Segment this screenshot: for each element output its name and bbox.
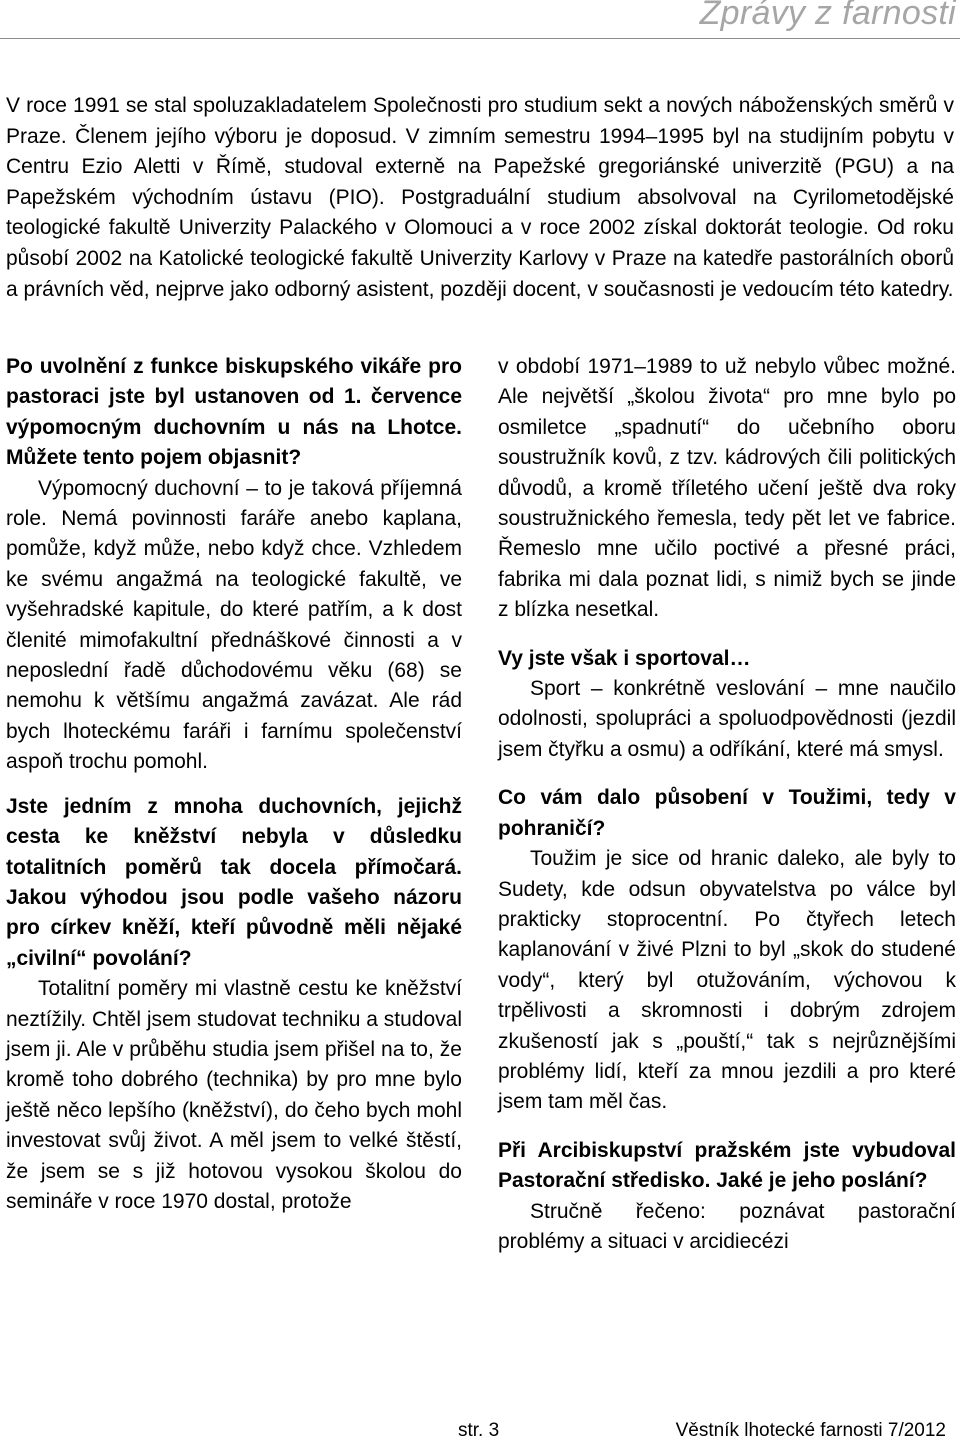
answer-5: Stručně řečeno: poznávat pastorační problémy a situaci v arcidiecézi bbox=[498, 1199, 956, 1253]
answer-1: Výpomocný duchovní – to je taková příjemná role. Nemá povinnosti faráře anebo kaplana, pomůže, když může, nebo když chce. Vzhledem ke svému angažmá na teologické fakultě, ve vyšehradské kapitule, do které patřím, a k dost členité mimofakultní přednáškové činnosti a v neposlední řadě důchodovému věku (68) se nemohu k většímu angažmá zavázat. Ale rád bych lhoteckému faráři i farnímu společenství aspoň trochu pomohl. bbox=[6, 476, 462, 774]
right-column bbox=[498, 352, 956, 1257]
question-1: Po uvolnění z funkce biskupského vikáře pro pastoraci jste byl ustanoven od 1. července výpomocným duchovním u nás na Lhotce. Můžete tento pojem objasnit? bbox=[6, 355, 462, 470]
page-number: str. 3 bbox=[458, 1420, 500, 1441]
section-title: Zprávy z farnosti bbox=[699, 0, 956, 32]
answer-3: Sport – konkrétně veslování – mne naučilo odolnosti, spolupráci a spoluodpovědnosti (jezdil jsem čtyřku a osmu) a odříkání, které má smysl. bbox=[498, 677, 956, 761]
answer-2-continued: v období 1971–1989 to už nebylo vůbec možné. Ale největší „školou života“ pro mne bylo po osmiletce „spadnutí“ do učebního oboru soustružník kovů, z tzv. kádrových čili politických důvodů, a kromě tříletého učení ještě dva roky soustružnického řemesla, tedy pět let ve fabrice. Řemeslo mne učilo poctivé a přesné práci, fabrika mi dala poznat lidi, s nimiž bych se jinde z blízka nesetkal. bbox=[498, 355, 956, 622]
question-4: Co vám dalo působení v Toužimi, tedy v pohraničí? bbox=[498, 786, 956, 840]
question-5: Při Arcibiskupství pražském jste vybudoval Pastorační středisko. Jaké je jeho poslání? bbox=[498, 1138, 956, 1193]
intro-paragraph: V roce 1991 se stal spoluzakladatelem Společnosti pro studium sekt a nových náboženských směrů v Praze. Členem jejího výboru je doposud. V zimním semestru 1994–1995 byl na studijním pobytu v Centru Ezio Aletti v Římě, studoval externě na Papežské gregoriánské univerzitě (PGU) a na Papežském východním ústavu (PIO). Postgraduální studium absolvoval na Cyrilometodějské teologické fakultě Univerzity Palackého v Olomouci a v roce 2002 získal doktorát teologie. Od roku působí 2002 na Katolické teologické fakultě Univerzity Karlovy v Praze na katedře pastorálních oborů a právních věd, nejprve jako odborný asistent, později docent, v současnosti je vedoucím této katedry. bbox=[6, 94, 954, 301]
question-3: Vy jste však i sportoval… bbox=[498, 646, 751, 670]
answer-2: Totalitní poměry mi vlastně cestu ke kněžství neztížily. Chtěl jsem studovat techniku a studoval jsem ji. Ale v průběhu studia jsem přišel na to, že kromě toho dobrého (technika) by pro mne bylo ještě něco lepšího (kněžství), do čeho bych mohl investovat svůj život. A měl jsem to velké štěstí, že jsem se s již hotovou vysokou školou do semináře v roce 1970 dostal, protože bbox=[6, 977, 463, 1213]
answer-4: Toužim je sice od hranic daleko, ale byly to Sudety, kde odsun obyvatelstva po válce byl prakticky stoprocentní. Po čtyřech letech kaplanování v živé Plzni to byl „skok do studené vody“, který byl otužováním, výchovou k trpělivosti a skromnosti i dobrým zdrojem zkušeností jak s „pouští,“ tak s nejrůznějšími problémy lidí, kteří za mnou jezdili a pro které jsem tam měl čas. bbox=[498, 847, 956, 1114]
left-column bbox=[6, 352, 462, 1217]
header-rule bbox=[0, 38, 960, 39]
publication-name: Věstník lhotecké farnosti 7/2012 bbox=[675, 1420, 946, 1441]
question-2: Jste jedním z mnoha duchovních, jejichž cesta ke kněžství nebyla v důsledku totalitních poměrů tak docela přímočará. Jakou výhodou jsou podle vašeho názoru pro církev kněží, kteří původně měli nějaké „civilní“ povolání? bbox=[6, 794, 462, 970]
